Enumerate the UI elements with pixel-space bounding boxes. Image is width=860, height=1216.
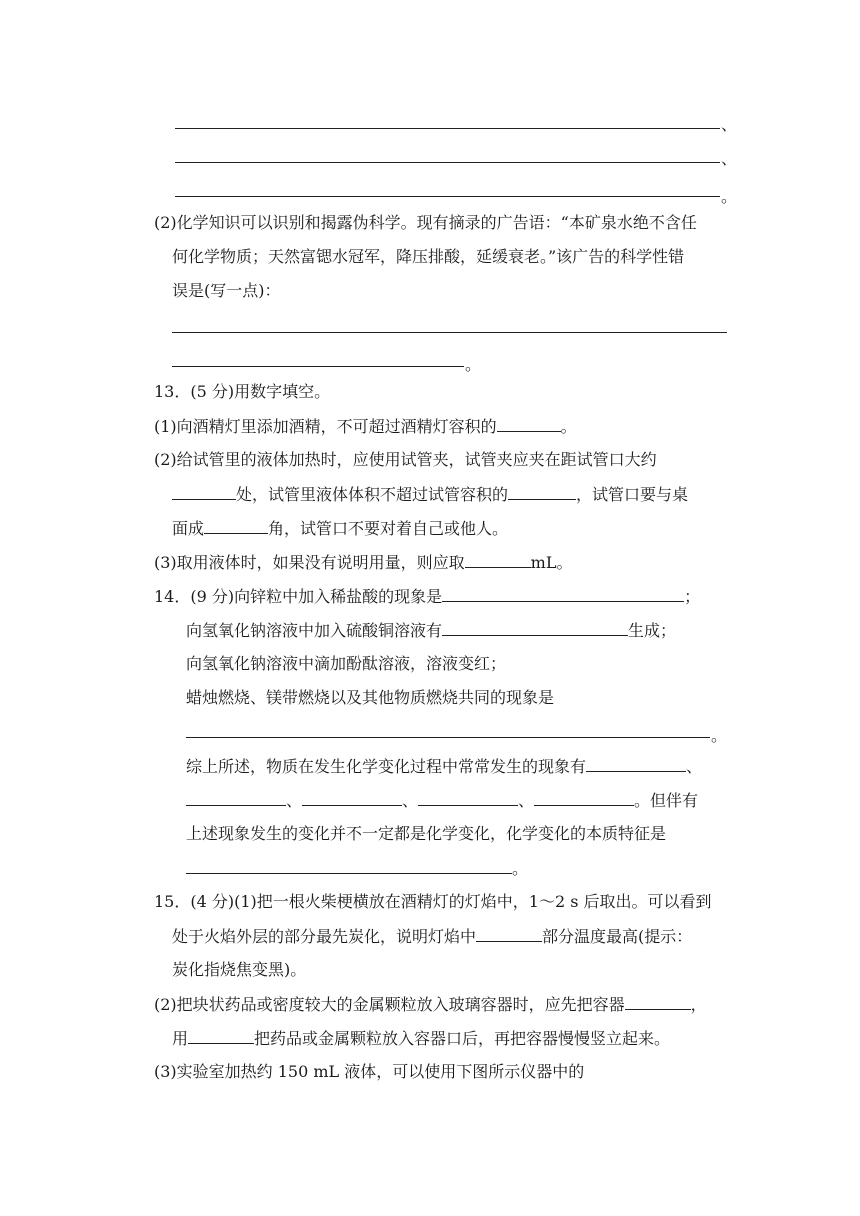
- q13-part1: [154, 415, 577, 438]
- q13-part2-line2-text: 处，试管里液体体积不超过试管容积的: [236, 485, 509, 504]
- q14-line7-end: 。但伴有: [634, 791, 699, 810]
- q14-line1: [154, 585, 700, 608]
- q13-part2-line1: (2)给试管里的液体加热时，应使用试管夹，试管夹应夹在距试管口大约: [154, 450, 657, 469]
- q14-line7: [186, 789, 698, 812]
- q12-part2-line2: 何化学物质；天然富锶水冠军，降压排酸，延缓衰老。”该广告的科学性错: [172, 247, 685, 266]
- q14-line9: [186, 857, 528, 880]
- q14-line1-end: ；: [684, 587, 701, 606]
- q14-line2: [186, 619, 676, 642]
- q13-part1-text: (1)向酒精灯里添加酒精，不可超过酒精灯容积的: [154, 417, 497, 436]
- q15-line5-text: 用: [172, 1029, 189, 1048]
- q13-part2-line3-end: 角，试管口不要对着自己或他人。: [268, 519, 509, 538]
- q12-part2-line3: 误是(写一点)：: [172, 281, 281, 300]
- answer-rule-3: [175, 196, 720, 197]
- q14-blank-6: [418, 789, 518, 806]
- rule-1-end-mark: 、: [721, 115, 738, 134]
- q13-part2-line3: [172, 517, 508, 540]
- q14-blank-4: [186, 789, 286, 806]
- q14-blank-2: [442, 619, 628, 636]
- q12-answer-rule-2: [172, 366, 464, 367]
- q13-part3-text: (3)取用液体时，如果没有说明用量，则应取: [154, 553, 465, 572]
- q13-blank-1: [497, 415, 561, 432]
- q12-end-mark: 。: [465, 355, 482, 374]
- rule-2-end-mark: 、: [721, 149, 738, 168]
- q14-line3: 向氢氧化钠溶液中滴加酚酞溶液，溶液变红；: [186, 654, 507, 673]
- q14-blank-8: [186, 857, 512, 874]
- q13-blank-3: [508, 483, 576, 500]
- q15-line4-end: ，: [690, 995, 707, 1014]
- q14-line8: 上述现象发生的变化并不一定都是化学变化，化学变化的本质特征是: [186, 824, 667, 843]
- q12-answer-rule-1: [172, 332, 727, 333]
- q14-line6-text: 综上所述，物质在发生化学变化过程中常常发生的现象有: [186, 757, 587, 776]
- answer-rule-1: [175, 128, 720, 129]
- q15-line6: (3)实验室加热约 150 mL 液体，可以使用下图所示仪器中的: [154, 1062, 585, 1081]
- q14-line6-end: 、: [686, 757, 703, 776]
- q15-blank-1: [476, 925, 542, 942]
- q15-line2-end: 部分温度最高(提示：: [542, 927, 693, 946]
- q15-blank-3: [188, 1027, 254, 1044]
- q14-line4: 蜡烛燃烧、镁带燃烧以及其他物质燃烧共同的现象是: [186, 688, 555, 707]
- q14-sep-3: 、: [518, 791, 535, 810]
- q13-blank-4: [204, 517, 268, 534]
- q14-line6: [186, 755, 702, 778]
- q15-line2: [172, 925, 692, 948]
- q14-blank-7: [534, 789, 634, 806]
- q14-sep-1: 、: [286, 791, 303, 810]
- q13-title: 13．(5 分)用数字填空。: [154, 382, 331, 401]
- q14-line9-end: 。: [512, 859, 529, 878]
- q14-sep-2: 、: [402, 791, 419, 810]
- q14-line2-end: 生成；: [628, 621, 677, 640]
- q13-part2-line3-text: 面成: [172, 519, 205, 538]
- q15-line4: [154, 993, 707, 1016]
- rule-3-end-mark: 。: [721, 187, 738, 206]
- q15-line5-end: 把药品或金属颗粒放入容器口后，再把容器慢慢竖立起来。: [254, 1029, 671, 1048]
- q12-part2-line1: (2)化学知识可以识别和揭露伪科学。现有摘录的广告语：“本矿泉水绝不含任: [154, 213, 697, 232]
- q13-blank-2: [172, 483, 236, 500]
- q14-answer-rule: [186, 737, 710, 738]
- q14-line2-text: 向氢氧化钠溶液中加入硫酸铜溶液有: [186, 621, 443, 640]
- q15-line5: [172, 1027, 670, 1050]
- q13-part1-end: 。: [560, 417, 577, 436]
- q13-part3: [154, 551, 572, 574]
- q13-part2-line2-end: ，试管口要与桌: [576, 485, 689, 504]
- q13-part2-line2: [172, 483, 688, 506]
- answer-rule-2: [175, 162, 720, 163]
- q15-line2-text: 处于火焰外层的部分最先炭化，说明灯焰中: [172, 927, 477, 946]
- q13-part3-end: mL。: [530, 553, 573, 572]
- q13-blank-5: [465, 551, 531, 568]
- q15-blank-2: [625, 993, 691, 1010]
- q15-line3: 炭化指烧焦变黑)。: [172, 960, 307, 979]
- q14-blank-3: [586, 755, 686, 772]
- q14-line5-end: 。: [711, 726, 728, 745]
- q15-line1: 15．(4 分)(1)把一根火柴梗横放在酒精灯的灯焰中，1～2 s 后取出。可以看到: [154, 892, 712, 911]
- q15-line4-text: (2)把块状药品或密度较大的金属颗粒放入玻璃容器时，应先把容器: [154, 995, 625, 1014]
- q14-blank-5: [302, 789, 402, 806]
- q14-line1-text: 14．(9 分)向锌粒中加入稀盐酸的现象是: [154, 587, 443, 606]
- q14-blank-1: [442, 585, 684, 602]
